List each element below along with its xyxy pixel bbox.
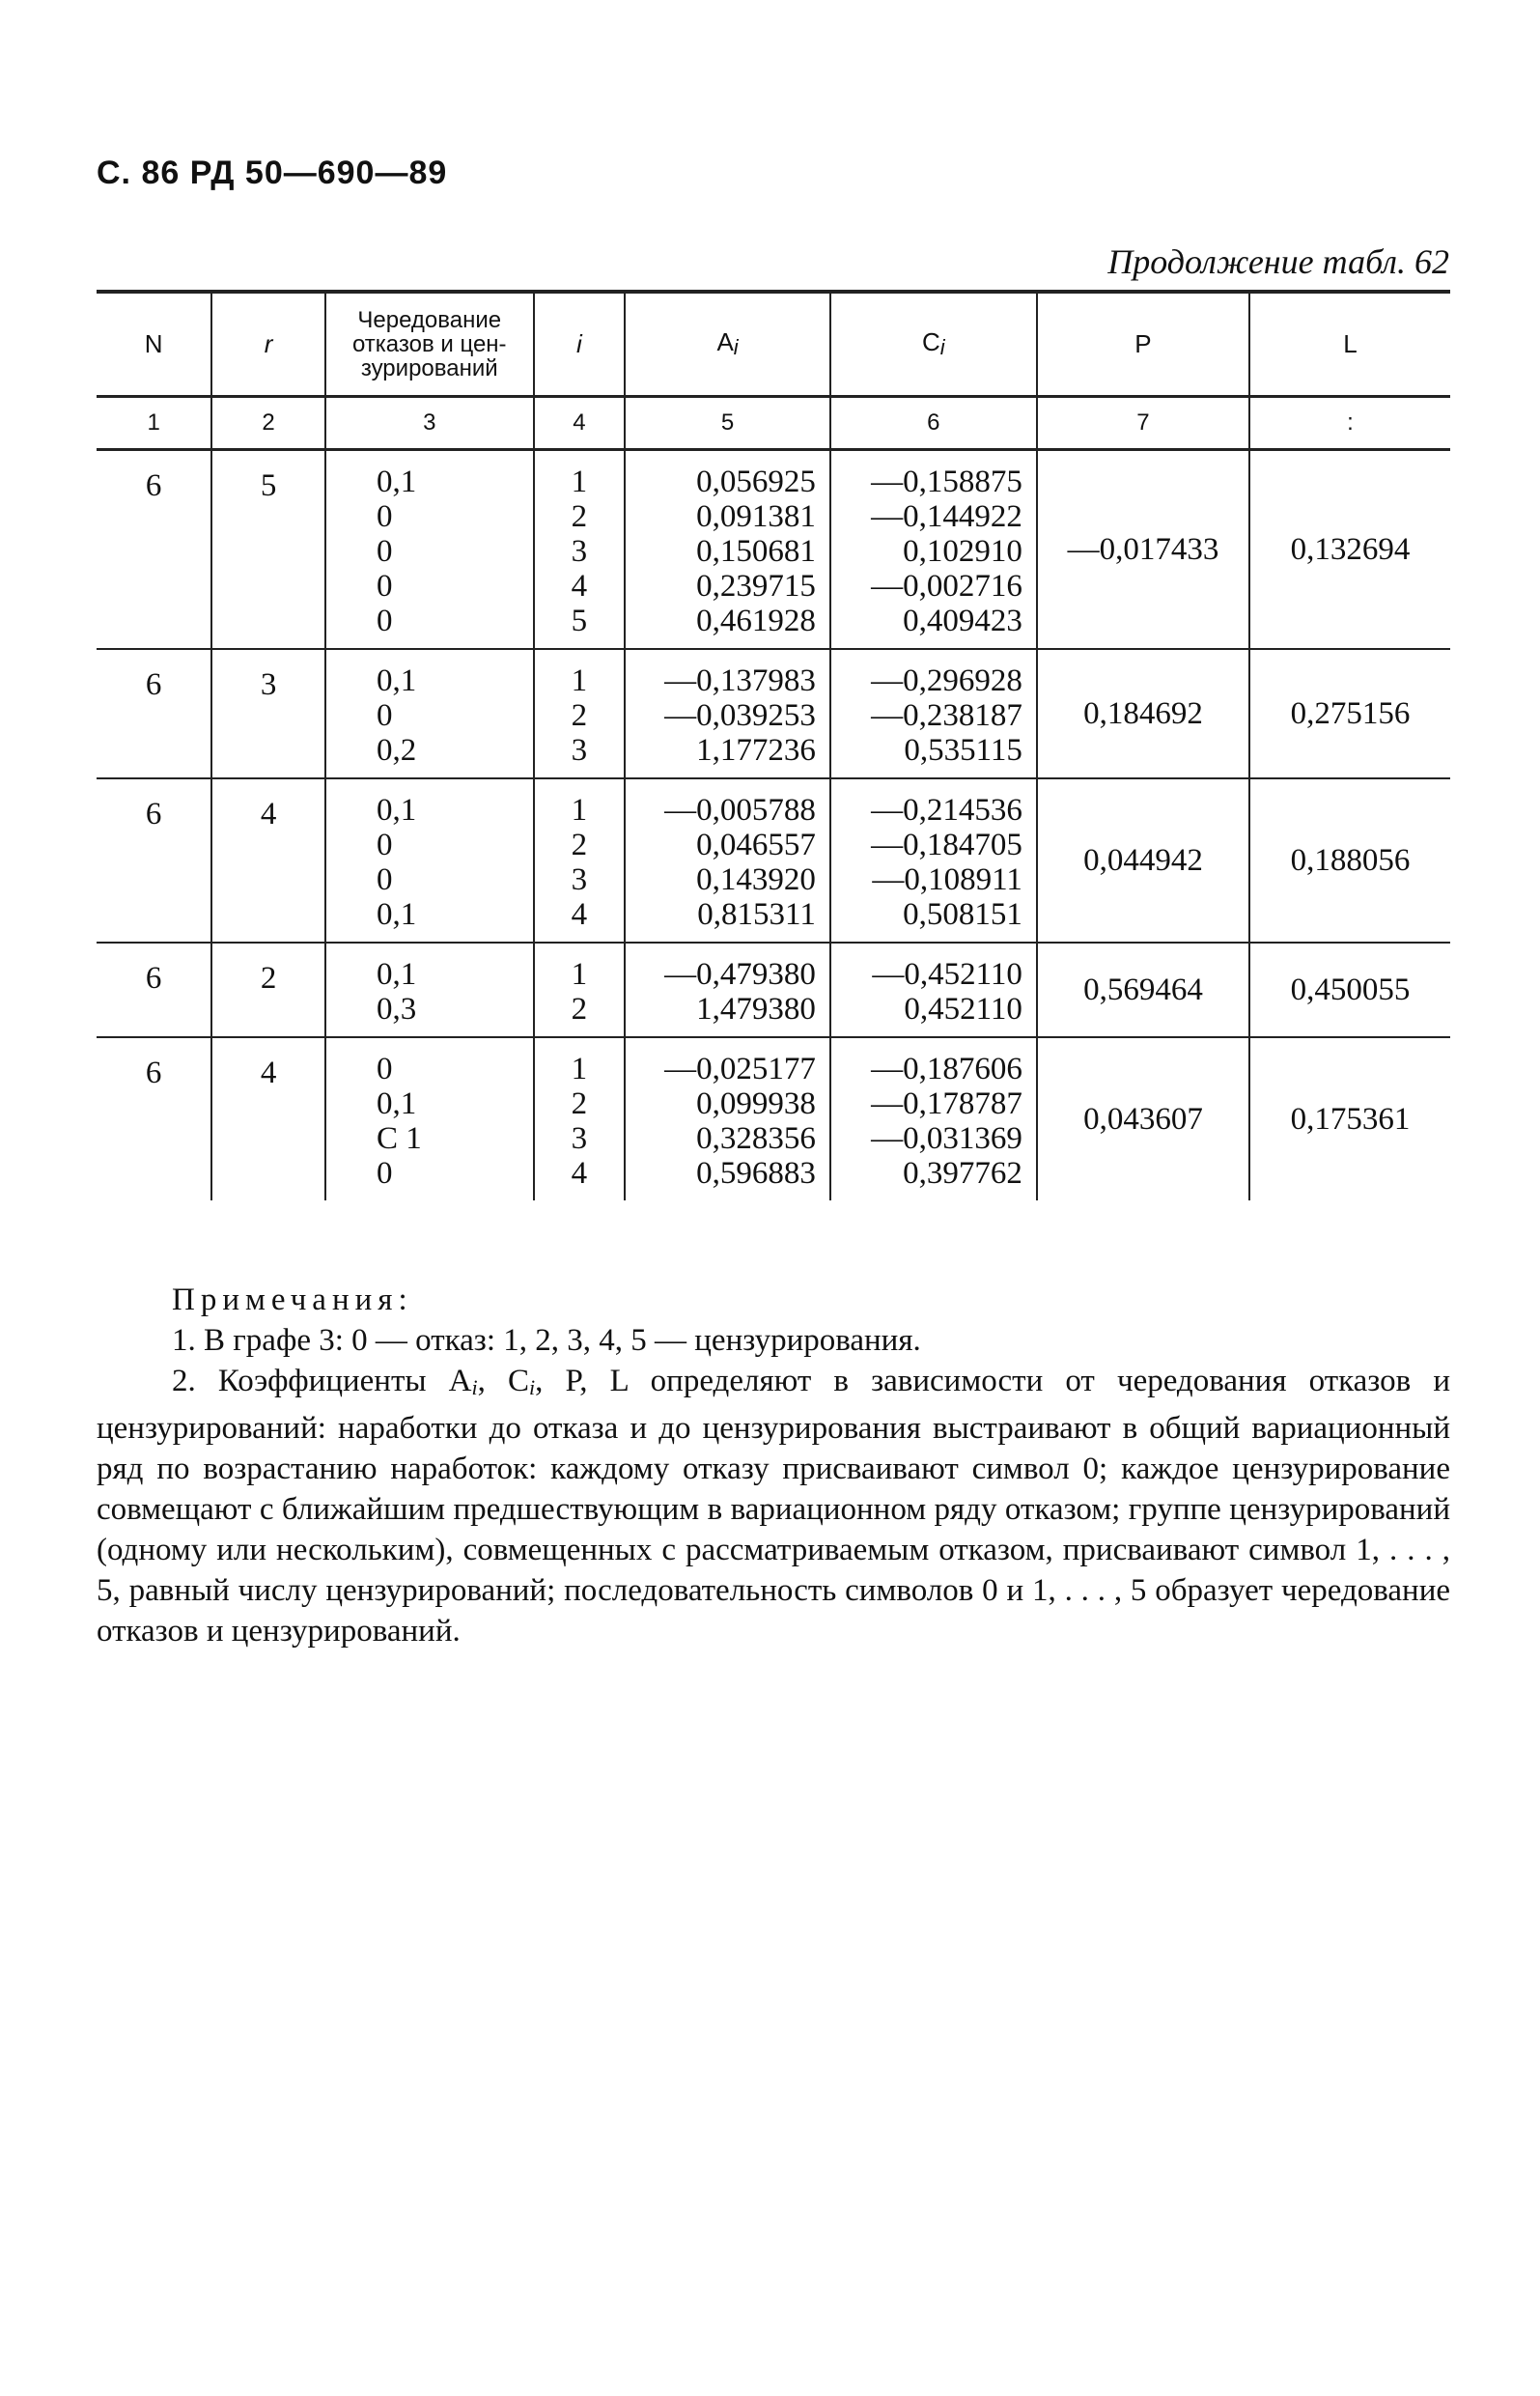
cell-i-line: 4 — [571, 569, 588, 604]
header-i: i — [534, 292, 626, 397]
cell-i-line: 5 — [571, 604, 588, 638]
cell-a-line: 0,461928 — [696, 604, 816, 638]
cell-r: 4 — [211, 778, 325, 943]
cell-a — [625, 1037, 830, 1200]
cell-n: 6 — [97, 778, 211, 943]
col-number: 7 — [1037, 397, 1249, 450]
cell-a — [625, 778, 830, 943]
cell-i-line: 1 — [571, 793, 588, 828]
cell-c — [830, 450, 1037, 650]
cell-l: 0,132694 — [1249, 450, 1450, 650]
cell-i-line: 3 — [571, 733, 588, 768]
cell-a-line: 0,046557 — [696, 828, 816, 862]
cell-c-line: —0,158875 — [871, 465, 1022, 499]
col-number: 2 — [211, 397, 325, 450]
cell-a-line: —0,479380 — [664, 957, 816, 992]
coefficients-table — [97, 290, 1450, 1200]
cell-alternation-line: 0,1 — [376, 663, 417, 698]
cell-c-line: —0,214536 — [871, 793, 1022, 828]
cell-i-line: 1 — [571, 663, 588, 698]
cell-c-line: —0,178787 — [871, 1086, 1022, 1121]
cell-a-line: 0,091381 — [696, 499, 816, 534]
cell-a — [625, 649, 830, 778]
cell-a-line: 0,143920 — [696, 862, 816, 897]
cell-c-line: —0,184705 — [871, 828, 1022, 862]
cell-i-line: 3 — [571, 862, 588, 897]
cell-c-line: 0,508151 — [903, 897, 1022, 932]
cell-c-line: —0,031369 — [871, 1121, 1022, 1156]
notes-title: Примечания: — [172, 1283, 413, 1317]
cell-i-line: 1 — [571, 957, 588, 992]
header-p: P — [1037, 292, 1249, 397]
cell-l: 0,450055 — [1249, 943, 1450, 1037]
cell-r: 5 — [211, 450, 325, 650]
cell-c-line: —0,452110 — [872, 957, 1022, 992]
cell-alternation-line: 0 — [376, 862, 393, 897]
cell-c-line: —0,002716 — [871, 569, 1022, 604]
header-n: N — [97, 292, 211, 397]
cell-a-line: 0,056925 — [696, 465, 816, 499]
cell-alternation — [325, 649, 534, 778]
cell-alternation-line: 0 — [376, 569, 393, 604]
header-alternation: Чередование отказов и цен-зурирований — [325, 292, 534, 397]
cell-r: 3 — [211, 649, 325, 778]
col-number: 5 — [625, 397, 830, 450]
col-number: 6 — [830, 397, 1037, 450]
cell-alternation-line: С 1 — [376, 1121, 422, 1156]
cell-i-line: 2 — [571, 1086, 588, 1121]
table-row — [97, 450, 1450, 650]
cell-alternation-line: 0 — [376, 534, 393, 569]
cell-c-line: —0,108911 — [872, 862, 1022, 897]
cell-r: 4 — [211, 1037, 325, 1200]
cell-alternation-line: 0 — [376, 1156, 393, 1191]
cell-c-line: 0,102910 — [903, 534, 1022, 569]
cell-i-line: 3 — [571, 534, 588, 569]
cell-c — [830, 943, 1037, 1037]
table-row — [97, 778, 1450, 943]
cell-c-line: —0,144922 — [871, 499, 1022, 534]
cell-l: 0,188056 — [1249, 778, 1450, 943]
cell-c — [830, 778, 1037, 943]
col-number: 1 — [97, 397, 211, 450]
col-number: 3 — [325, 397, 534, 450]
cell-a-line: 0,815311 — [697, 897, 816, 932]
page-header: С. 86 РД 50—690—89 — [97, 155, 448, 191]
cell-a-line: 1,177236 — [696, 733, 816, 768]
cell-i — [534, 649, 626, 778]
cell-c — [830, 649, 1037, 778]
note-1: 1. В графе 3: 0 — отказ: 1, 2, 3, 4, 5 — цензурирования. — [172, 1323, 921, 1358]
cell-i-line: 2 — [571, 499, 588, 534]
cell-p: 0,043607 — [1037, 1037, 1249, 1200]
cell-alternation — [325, 778, 534, 943]
cell-i-line: 4 — [571, 1156, 588, 1191]
cell-n: 6 — [145, 468, 162, 503]
cell-a-line: —0,005788 — [664, 793, 816, 828]
table-continuation-label: Продолжение табл. 62 — [1107, 242, 1449, 281]
cell-i-line: 1 — [571, 465, 588, 499]
cell-alternation — [325, 943, 534, 1037]
cell-r: 2 — [211, 943, 325, 1037]
cell-a — [625, 450, 830, 650]
cell-i — [534, 943, 626, 1037]
cell-p: —0,017433 — [1037, 450, 1249, 650]
note-2: 2. Коэффициенты Ai, Ci, P, L определяют в зависимости от чередования отказов и цензурирований: наработки до отказа и до цензурирования выстраивают в общий вариационный ряд по возрастанию наработок: каждому отказу присваивают символ 0; каждое цензурирование совмещают с ближайшим предшествующим в вариационном ряду отказом; группе цензурирований (одному или нескольким), совмещенных с рассматриваемым отказом, присваивают символ 1, . . . , 5, равный числу цензурирований; последовательность символов 0 и 1, . . . , 5 образует чередование отказов и цензурирований. — [97, 1364, 1451, 1649]
cell-a-line: 0,596883 — [696, 1156, 816, 1191]
cell-n: 6 — [97, 649, 211, 778]
cell-c-line: —0,238187 — [871, 698, 1022, 733]
cell-a-line: 0,239715 — [696, 569, 816, 604]
cell-alternation-line: 0 — [376, 698, 393, 733]
cell-i-line: 2 — [571, 698, 588, 733]
cell-i-line: 4 — [571, 897, 588, 932]
col-number: : — [1249, 397, 1450, 450]
cell-alternation-line: 0 — [376, 499, 393, 534]
header-c: Ci — [830, 292, 1037, 397]
table-row — [97, 943, 1450, 1037]
cell-a-line: 1,479380 — [696, 992, 816, 1027]
cell-alternation-line: 0,1 — [376, 957, 417, 992]
cell-a-line: —0,137983 — [664, 663, 816, 698]
cell-alternation-line: 0 — [376, 828, 393, 862]
header-l: L — [1249, 292, 1450, 397]
cell-a-line: 0,150681 — [696, 534, 816, 569]
cell-alternation-line: 0,1 — [376, 465, 417, 499]
cell-p: 0,569464 — [1037, 943, 1249, 1037]
cell-c-line: 0,452110 — [904, 992, 1022, 1027]
cell-a — [625, 943, 830, 1037]
cell-alternation-line: 0,1 — [376, 1086, 417, 1121]
cell-n: 6 — [97, 943, 211, 1037]
cell-alternation-line: 0,3 — [376, 992, 417, 1027]
cell-i — [534, 778, 626, 943]
header-a: Ai — [625, 292, 830, 397]
cell-i-line: 2 — [571, 992, 588, 1027]
table-row — [97, 1037, 1450, 1200]
cell-alternation-line: 0,1 — [376, 897, 417, 932]
cell-alternation-line: 0 — [376, 1052, 393, 1086]
cell-c-line: —0,187606 — [871, 1052, 1022, 1086]
cell-c-line: 0,397762 — [903, 1156, 1022, 1191]
cell-i-line: 3 — [571, 1121, 588, 1156]
cell-c-line: 0,409423 — [903, 604, 1022, 638]
table-row — [97, 649, 1450, 778]
cell-l: 0,175361 — [1249, 1037, 1450, 1200]
cell-i — [534, 1037, 626, 1200]
cell-a-line: —0,039253 — [664, 698, 816, 733]
cell-i-line: 1 — [571, 1052, 588, 1086]
cell-a-line: —0,025177 — [664, 1052, 816, 1086]
cell-alternation — [325, 1037, 534, 1200]
cell-p: 0,044942 — [1037, 778, 1249, 943]
cell-alternation-line: 0,2 — [376, 733, 417, 768]
header-r: r — [211, 292, 325, 397]
cell-c — [830, 1037, 1037, 1200]
cell-alternation-line: 0,1 — [376, 793, 417, 828]
cell-l: 0,275156 — [1249, 649, 1450, 778]
cell-alternation — [325, 450, 534, 650]
cell-n: 6 — [97, 1037, 211, 1200]
cell-alternation-line: 0 — [376, 604, 393, 638]
col-number: 4 — [534, 397, 626, 450]
cell-a-line: 0,099938 — [696, 1086, 816, 1121]
notes-section — [97, 1280, 1450, 1651]
cell-c-line: —0,296928 — [871, 663, 1022, 698]
cell-p: 0,184692 — [1037, 649, 1249, 778]
cell-i — [534, 450, 626, 650]
cell-a-line: 0,328356 — [696, 1121, 816, 1156]
cell-c-line: 0,535115 — [904, 733, 1022, 768]
table-body — [97, 450, 1450, 1201]
cell-i-line: 2 — [571, 828, 588, 862]
